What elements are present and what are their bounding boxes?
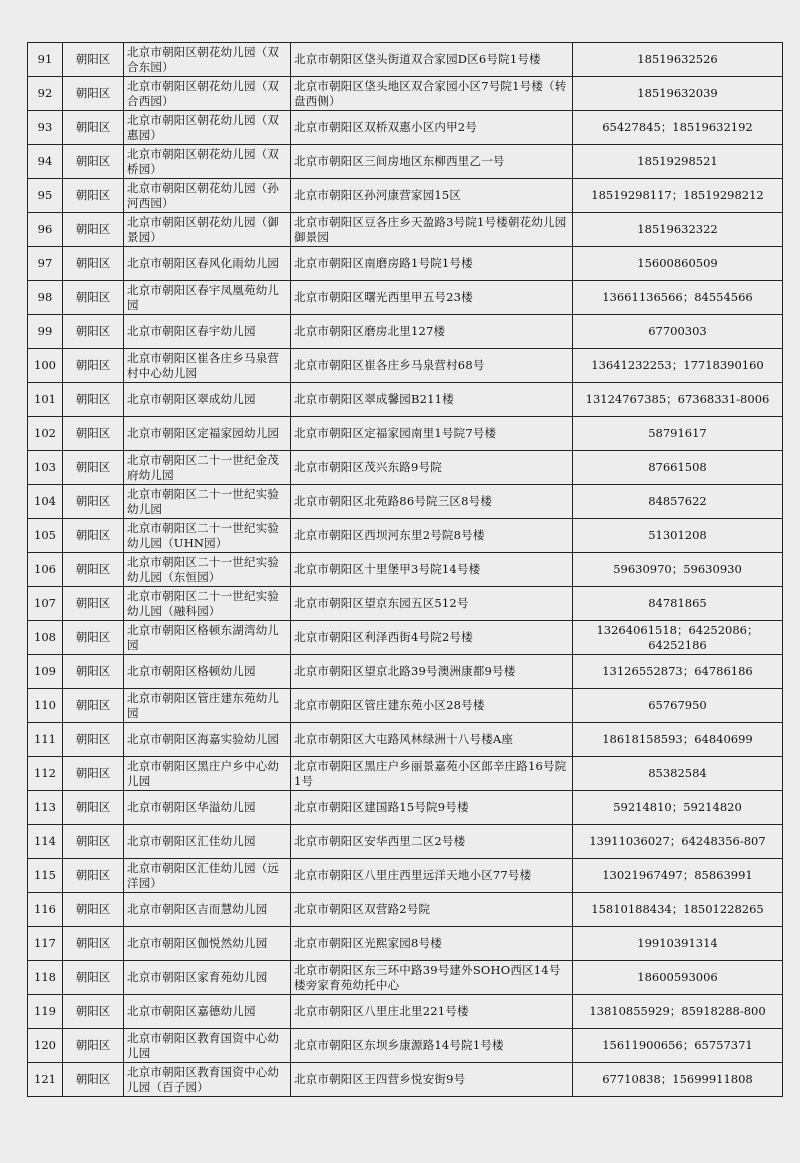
- address-cell: 北京市朝阳区北苑路86号院三区8号楼: [291, 485, 573, 519]
- table-row: [28, 349, 783, 383]
- phone-cell: 18519298117；18519298212: [573, 179, 783, 213]
- kindergarten-name-cell: 北京市朝阳区春宇幼儿园: [124, 315, 291, 349]
- district-cell: 朝阳区: [63, 485, 124, 519]
- kindergarten-name-cell: 北京市朝阳区朝花幼儿园（双合东园）: [124, 43, 291, 77]
- table-row: [28, 43, 783, 77]
- table-row: [28, 281, 783, 315]
- kindergarten-name-cell: 北京市朝阳区朝花幼儿园（御景园）: [124, 213, 291, 247]
- kindergarten-name-cell: 北京市朝阳区春风化雨幼儿园: [124, 247, 291, 281]
- row-number: 94: [28, 145, 63, 179]
- kindergarten-name-cell: 北京市朝阳区定福家园幼儿园: [124, 417, 291, 451]
- address-cell: 北京市朝阳区东三环中路39号建外SOHO西区14号楼旁家育苑幼托中心: [291, 961, 573, 995]
- kindergarten-name-cell: 北京市朝阳区崔各庄乡马泉营村中心幼儿园: [124, 349, 291, 383]
- phone-cell: 51301208: [573, 519, 783, 553]
- address-cell: 北京市朝阳区八里庄西里远洋天地小区77号楼: [291, 859, 573, 893]
- address-cell: 北京市朝阳区豆各庄乡天盈路3号院1号楼朝花幼儿园御景园: [291, 213, 573, 247]
- phone-cell: 85382584: [573, 757, 783, 791]
- row-number: 96: [28, 213, 63, 247]
- phone-cell: 13810855929；85918288-800: [573, 995, 783, 1029]
- table-row: [28, 621, 783, 655]
- kindergarten-name-cell: 北京市朝阳区黑庄户乡中心幼儿园: [124, 757, 291, 791]
- address-cell: 北京市朝阳区黑庄户乡丽景嘉苑小区郎辛庄路16号院1号: [291, 757, 573, 791]
- address-cell: 北京市朝阳区茂兴东路9号院: [291, 451, 573, 485]
- address-cell: 北京市朝阳区崔各庄乡马泉营村68号: [291, 349, 573, 383]
- phone-cell: 18618158593；64840699: [573, 723, 783, 757]
- district-cell: 朝阳区: [63, 349, 124, 383]
- table-row: [28, 315, 783, 349]
- district-cell: 朝阳区: [63, 553, 124, 587]
- phone-cell: 67710838；15699911808: [573, 1063, 783, 1097]
- kindergarten-name-cell: 北京市朝阳区管庄建东苑幼儿园: [124, 689, 291, 723]
- table-row: [28, 689, 783, 723]
- district-cell: 朝阳区: [63, 451, 124, 485]
- row-number: 98: [28, 281, 63, 315]
- kindergarten-name-cell: 北京市朝阳区教育国资中心幼儿园: [124, 1029, 291, 1063]
- row-number: 101: [28, 383, 63, 417]
- address-cell: 北京市朝阳区东坝乡康源路14号院1号楼: [291, 1029, 573, 1063]
- row-number: 116: [28, 893, 63, 927]
- table-row: [28, 145, 783, 179]
- kindergarten-name-cell: 北京市朝阳区朝花幼儿园（双桥园）: [124, 145, 291, 179]
- row-number: 110: [28, 689, 63, 723]
- kindergarten-name-cell: 北京市朝阳区汇佳幼儿园（远洋园）: [124, 859, 291, 893]
- address-cell: 北京市朝阳区十里堡甲3号院14号楼: [291, 553, 573, 587]
- phone-cell: 84781865: [573, 587, 783, 621]
- table-row: [28, 757, 783, 791]
- row-number: 120: [28, 1029, 63, 1063]
- kindergarten-name-cell: 北京市朝阳区格顿东湖湾幼儿园: [124, 621, 291, 655]
- phone-cell: 59630970；59630930: [573, 553, 783, 587]
- kindergarten-name-cell: 北京市朝阳区二十一世纪实验幼儿园: [124, 485, 291, 519]
- address-cell: 北京市朝阳区南磨房路1号院1号楼: [291, 247, 573, 281]
- row-number: 118: [28, 961, 63, 995]
- row-number: 111: [28, 723, 63, 757]
- phone-cell: 18519632039: [573, 77, 783, 111]
- table-row: [28, 417, 783, 451]
- phone-cell: 67700303: [573, 315, 783, 349]
- kindergarten-name-cell: 北京市朝阳区家育苑幼儿园: [124, 961, 291, 995]
- row-number: 112: [28, 757, 63, 791]
- phone-cell: 18519632526: [573, 43, 783, 77]
- district-cell: 朝阳区: [63, 723, 124, 757]
- row-number: 107: [28, 587, 63, 621]
- row-number: 91: [28, 43, 63, 77]
- phone-cell: 65767950: [573, 689, 783, 723]
- table-row: [28, 519, 783, 553]
- address-cell: 北京市朝阳区曙光西里甲五号23楼: [291, 281, 573, 315]
- table-row: [28, 485, 783, 519]
- phone-cell: 58791617: [573, 417, 783, 451]
- district-cell: 朝阳区: [63, 1063, 124, 1097]
- table-row: [28, 859, 783, 893]
- district-cell: 朝阳区: [63, 213, 124, 247]
- district-cell: 朝阳区: [63, 145, 124, 179]
- phone-cell: 18519632322: [573, 213, 783, 247]
- phone-cell: 15611900656；65757371: [573, 1029, 783, 1063]
- kindergarten-name-cell: 北京市朝阳区朝花幼儿园（孙河西园）: [124, 179, 291, 213]
- district-cell: 朝阳区: [63, 179, 124, 213]
- address-cell: 北京市朝阳区西坝河东里2号院8号楼: [291, 519, 573, 553]
- district-cell: 朝阳区: [63, 111, 124, 145]
- kindergarten-name-cell: 北京市朝阳区嘉德幼儿园: [124, 995, 291, 1029]
- table-row: [28, 1063, 783, 1097]
- address-cell: 北京市朝阳区管庄建东苑小区28号楼: [291, 689, 573, 723]
- row-number: 117: [28, 927, 63, 961]
- row-number: 105: [28, 519, 63, 553]
- table-row: [28, 791, 783, 825]
- row-number: 92: [28, 77, 63, 111]
- district-cell: 朝阳区: [63, 961, 124, 995]
- district-cell: 朝阳区: [63, 77, 124, 111]
- address-cell: 北京市朝阳区王四营乡悦安街9号: [291, 1063, 573, 1097]
- kindergarten-name-cell: 北京市朝阳区朝花幼儿园（双合西园）: [124, 77, 291, 111]
- district-cell: 朝阳区: [63, 689, 124, 723]
- phone-cell: 13021967497；85863991: [573, 859, 783, 893]
- table-row: [28, 995, 783, 1029]
- address-cell: 北京市朝阳区垡头地区双合家园小区7号院1号楼（转盘西侧）: [291, 77, 573, 111]
- row-number: 106: [28, 553, 63, 587]
- table-row: [28, 213, 783, 247]
- kindergarten-name-cell: 北京市朝阳区海嘉实验幼儿园: [124, 723, 291, 757]
- address-cell: 北京市朝阳区定福家园南里1号院7号楼: [291, 417, 573, 451]
- row-number: 102: [28, 417, 63, 451]
- row-number: 109: [28, 655, 63, 689]
- address-cell: 北京市朝阳区垡头街道双合家园D区6号院1号楼: [291, 43, 573, 77]
- phone-cell: 13264061518；64252086；64252186: [573, 621, 783, 655]
- row-number: 99: [28, 315, 63, 349]
- district-cell: 朝阳区: [63, 43, 124, 77]
- district-cell: 朝阳区: [63, 621, 124, 655]
- address-cell: 北京市朝阳区翠成馨园B211楼: [291, 383, 573, 417]
- row-number: 114: [28, 825, 63, 859]
- kindergarten-name-cell: 北京市朝阳区汇佳幼儿园: [124, 825, 291, 859]
- phone-cell: 18600593006: [573, 961, 783, 995]
- district-cell: 朝阳区: [63, 1029, 124, 1063]
- phone-cell: 65427845；18519632192: [573, 111, 783, 145]
- table-row: [28, 383, 783, 417]
- row-number: 121: [28, 1063, 63, 1097]
- district-cell: 朝阳区: [63, 417, 124, 451]
- row-number: 113: [28, 791, 63, 825]
- table-row: [28, 927, 783, 961]
- table-row: [28, 825, 783, 859]
- address-cell: 北京市朝阳区望京北路39号澳洲康都9号楼: [291, 655, 573, 689]
- district-cell: 朝阳区: [63, 519, 124, 553]
- row-number: 95: [28, 179, 63, 213]
- row-number: 100: [28, 349, 63, 383]
- district-cell: 朝阳区: [63, 995, 124, 1029]
- table-row: [28, 77, 783, 111]
- address-cell: 北京市朝阳区双营路2号院: [291, 893, 573, 927]
- table-row: [28, 247, 783, 281]
- row-number: 103: [28, 451, 63, 485]
- district-cell: 朝阳区: [63, 383, 124, 417]
- phone-cell: 13126552873；64786186: [573, 655, 783, 689]
- table-row: [28, 179, 783, 213]
- table-row: [28, 451, 783, 485]
- row-number: 108: [28, 621, 63, 655]
- address-cell: 北京市朝阳区双桥双惠小区内甲2号: [291, 111, 573, 145]
- phone-cell: 15810188434；18501228265: [573, 893, 783, 927]
- row-number: 119: [28, 995, 63, 1029]
- kindergarten-name-cell: 北京市朝阳区朝花幼儿园（双惠园）: [124, 111, 291, 145]
- kindergarten-name-cell: 北京市朝阳区二十一世纪实验幼儿园（UHN园）: [124, 519, 291, 553]
- table-row: [28, 655, 783, 689]
- kindergarten-name-cell: 北京市朝阳区二十一世纪实验幼儿园（融科园）: [124, 587, 291, 621]
- phone-cell: 13911036027；64248356-807: [573, 825, 783, 859]
- kindergarten-name-cell: 北京市朝阳区二十一世纪实验幼儿园（东恒园）: [124, 553, 291, 587]
- address-cell: 北京市朝阳区安华西里二区2号楼: [291, 825, 573, 859]
- address-cell: 北京市朝阳区建国路15号院9号楼: [291, 791, 573, 825]
- phone-cell: 13641232253；17718390160: [573, 349, 783, 383]
- row-number: 104: [28, 485, 63, 519]
- address-cell: 北京市朝阳区望京东园五区512号: [291, 587, 573, 621]
- address-cell: 北京市朝阳区孙河康营家园15区: [291, 179, 573, 213]
- district-cell: 朝阳区: [63, 315, 124, 349]
- district-cell: 朝阳区: [63, 247, 124, 281]
- row-number: 115: [28, 859, 63, 893]
- table-body: [28, 43, 783, 1097]
- phone-cell: 13661136566；84554566: [573, 281, 783, 315]
- address-cell: 北京市朝阳区八里庄北里221号楼: [291, 995, 573, 1029]
- phone-cell: 19910391314: [573, 927, 783, 961]
- phone-cell: 13124767385；67368331-8006: [573, 383, 783, 417]
- kindergarten-name-cell: 北京市朝阳区华溢幼儿园: [124, 791, 291, 825]
- address-cell: 北京市朝阳区利泽西街4号院2号楼: [291, 621, 573, 655]
- address-cell: 北京市朝阳区光熙家园8号楼: [291, 927, 573, 961]
- kindergarten-name-cell: 北京市朝阳区春宇凤凰苑幼儿园: [124, 281, 291, 315]
- district-cell: 朝阳区: [63, 791, 124, 825]
- phone-cell: 84857622: [573, 485, 783, 519]
- phone-cell: 87661508: [573, 451, 783, 485]
- kindergarten-name-cell: 北京市朝阳区教育国资中心幼儿园（百子园）: [124, 1063, 291, 1097]
- table-row: [28, 893, 783, 927]
- row-number: 97: [28, 247, 63, 281]
- district-cell: 朝阳区: [63, 587, 124, 621]
- phone-cell: 59214810；59214820: [573, 791, 783, 825]
- table-row: [28, 961, 783, 995]
- phone-cell: 15600860509: [573, 247, 783, 281]
- district-cell: 朝阳区: [63, 757, 124, 791]
- district-cell: 朝阳区: [63, 281, 124, 315]
- kindergarten-table: [27, 42, 783, 1097]
- district-cell: 朝阳区: [63, 893, 124, 927]
- district-cell: 朝阳区: [63, 859, 124, 893]
- kindergarten-name-cell: 北京市朝阳区吉而慧幼儿园: [124, 893, 291, 927]
- table-row: [28, 553, 783, 587]
- district-cell: 朝阳区: [63, 825, 124, 859]
- row-number: 93: [28, 111, 63, 145]
- table-row: [28, 111, 783, 145]
- district-cell: 朝阳区: [63, 655, 124, 689]
- kindergarten-name-cell: 北京市朝阳区翠成幼儿园: [124, 383, 291, 417]
- table-row: [28, 1029, 783, 1063]
- table-row: [28, 587, 783, 621]
- table-row: [28, 723, 783, 757]
- kindergarten-name-cell: 北京市朝阳区伽悦然幼儿园: [124, 927, 291, 961]
- address-cell: 北京市朝阳区三间房地区东柳西里乙一号: [291, 145, 573, 179]
- kindergarten-name-cell: 北京市朝阳区格顿幼儿园: [124, 655, 291, 689]
- kindergarten-name-cell: 北京市朝阳区二十一世纪金茂府幼儿园: [124, 451, 291, 485]
- address-cell: 北京市朝阳区磨房北里127楼: [291, 315, 573, 349]
- phone-cell: 18519298521: [573, 145, 783, 179]
- district-cell: 朝阳区: [63, 927, 124, 961]
- address-cell: 北京市朝阳区大屯路风林绿洲十八号楼A座: [291, 723, 573, 757]
